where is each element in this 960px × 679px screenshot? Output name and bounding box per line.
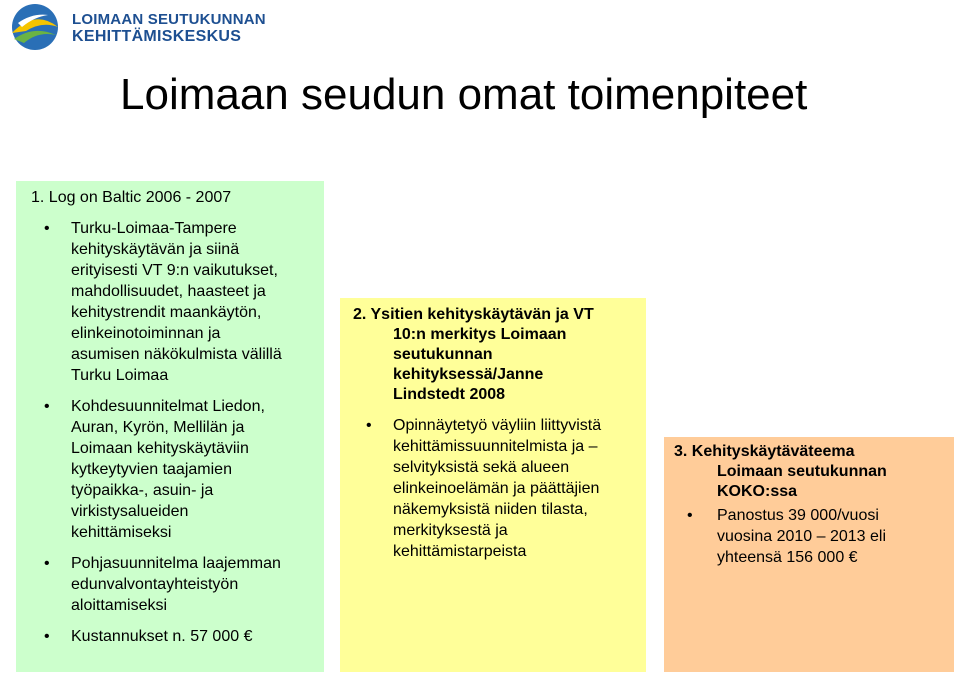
list-item-line: Loimaan kehityskäytäviin [71,440,249,457]
list-item [674,505,946,568]
list-item-line: aloittamiseksi [71,597,168,614]
logo-text-line2: KEHITTÄMISKESKUS [72,28,242,45]
list-item-line: merkityksestä ja [393,522,508,539]
list-item-line: näkemyksistä niiden tilasta, [393,501,588,518]
section-heading: 1. Log on Baltic 2006 - 2007 [31,189,232,206]
list-item-line: Panostus 39 000/vuosi [717,507,879,524]
section-log-on-baltic [16,181,324,672]
list-item [31,626,314,647]
list-item-line: erityisesti VT 9:n vaikutukset, [71,262,278,279]
heading-line: KOKO:ssa [717,483,798,500]
list-item-line: kehityskäytävän ja siinä [71,241,240,258]
list-item-line: vuosina 2010 – 2013 eli [717,528,887,545]
list-item-line: kytkeytyvien taajamien [71,461,232,478]
heading-line: 10:n merkitys Loimaan [393,326,567,343]
list-item-line: kehittämissuunnitelmista ja – [393,438,598,455]
list-item-line: edunvalvontayhteistyön [71,576,239,593]
list-item-line: kehittämiseksi [71,524,172,541]
heading-line: 2. Ysitien kehityskäytävän ja VT [353,306,594,323]
section-heading [674,442,946,502]
list-item-line: Kustannukset n. 57 000 € [71,628,253,645]
list-item-line: kehitystrendit maankäytön, [71,304,262,321]
list-item-line: Turku-Loimaa-Tampere [71,220,237,237]
bullet-icon: • [366,417,372,434]
logo-text-line1: LOIMAAN SEUTUKUNNAN [72,11,266,28]
bullet-list [674,505,946,568]
bullet-list [31,218,314,647]
list-item-line: selvityksistä sekä alueen [393,459,570,476]
list-item-line: Opinnäytetyö väyliin liittyvistä [393,417,602,434]
list-item-line: elinkeinoelämän ja päättäjien [393,480,600,497]
section-ysitien-kehityskaytava [340,298,646,672]
list-item-line: elinkeinotoiminnan ja [71,325,221,342]
list-item [353,415,636,562]
list-item-line: Kohdesuunnitelmat Liedon, [71,398,265,415]
list-item-line: yhteensä 156 000 € [717,549,858,566]
list-item-line: kehittämistarpeista [393,543,527,560]
list-item-line: Pohjasuunnitelma laajemman [71,555,281,572]
list-item-line: asumisen näkökulmista välillä [71,346,282,363]
section-kehityskaytavateema [664,437,954,672]
bullet-icon: • [44,555,50,572]
list-item-line: virkistysalueiden [71,503,189,520]
bullet-list [353,415,636,562]
section-heading [353,305,636,405]
list-item [31,218,314,386]
list-item-line: Turku Loimaa [71,367,169,384]
list-item-line: työpaikka-, asuin- ja [71,482,214,499]
heading-line: 3. Kehityskäytäväteema [674,443,855,460]
heading-line: kehityksessä/Janne [393,366,544,383]
bullet-icon: • [687,507,693,524]
list-item [31,553,314,616]
list-item [31,396,314,543]
heading-line: Lindstedt 2008 [393,386,506,403]
regional-development-center-logo-icon [4,3,66,51]
heading-line: Loimaan seutukunnan [717,463,887,480]
list-item-line: mahdollisuudet, haasteet ja [71,283,266,300]
bullet-icon: • [44,628,50,645]
bullet-icon: • [44,398,50,415]
heading-line: seutukunnan [393,346,493,363]
page-title: Loimaan seudun omat toimenpiteet [120,70,808,119]
bullet-icon: • [44,220,50,237]
list-item-line: Auran, Kyrön, Mellilän ja [71,419,245,436]
logo [4,3,266,51]
